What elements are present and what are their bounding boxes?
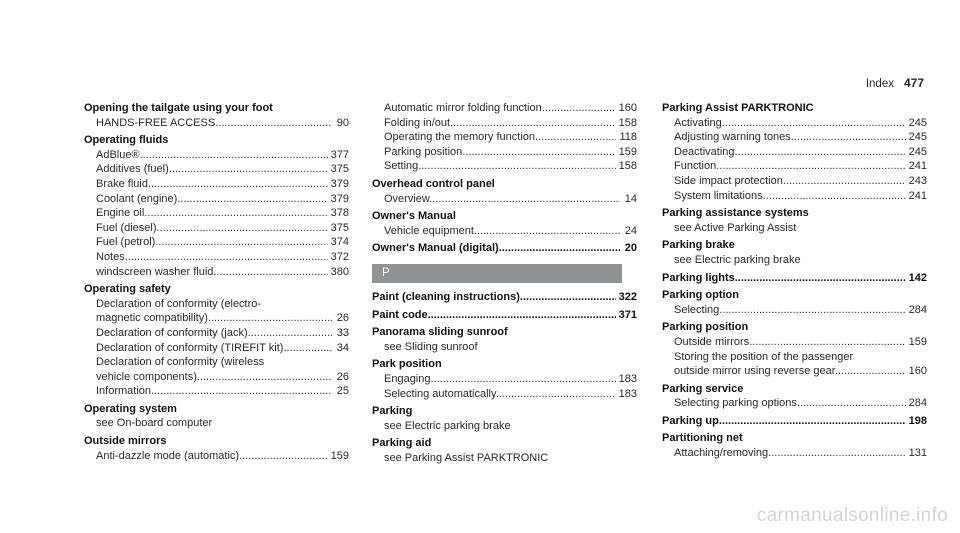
index-entry — [372, 209, 637, 238]
index-subentry — [662, 396, 927, 411]
index-term — [662, 206, 927, 221]
index-subentry — [662, 159, 927, 174]
index-term-label: Parking — [372, 405, 413, 418]
subentry-label: windscreen washer fluid ..... — [96, 265, 328, 280]
index-term — [84, 133, 349, 148]
index-subentry — [84, 341, 349, 356]
page-ref[interactable]: 245 — [908, 145, 927, 158]
index-term-label: Paint code ..... — [372, 308, 616, 323]
index-entry — [372, 290, 637, 305]
index-term — [662, 431, 927, 446]
page-ref[interactable]: 322 — [618, 290, 637, 303]
index-term — [372, 241, 637, 256]
page-ref[interactable]: 379 — [330, 192, 349, 205]
subentry-label: Additives (fuel) ..... — [96, 162, 328, 177]
page-ref[interactable]: 379 — [330, 177, 349, 190]
index-entry — [662, 238, 927, 267]
index-term — [662, 101, 927, 116]
index-entry — [662, 431, 927, 460]
index-column-2 — [372, 101, 637, 468]
index-term-label: Park position — [372, 358, 442, 371]
index-subentry — [372, 340, 637, 355]
index-term — [84, 282, 349, 297]
index-subentry — [84, 148, 349, 163]
page-ref[interactable]: 24 — [624, 224, 637, 237]
subentry-label: Declaration of conformity (electro- — [96, 297, 262, 310]
index-term-label: Paint (cleaning instructions) ..... — [372, 290, 616, 305]
index-term — [84, 101, 349, 116]
index-term — [662, 271, 927, 286]
index-subentry — [662, 145, 927, 160]
index-subentry — [84, 311, 349, 326]
index-subentry — [372, 387, 637, 402]
subentry-label: see On-board computer — [96, 417, 213, 430]
subentry-label: Attaching/removing ..... — [674, 446, 906, 461]
watermark: carmanualsonline.info — [756, 505, 948, 526]
index-subentry — [84, 235, 349, 250]
subentry-label: Vehicle equipment ..... — [384, 224, 620, 239]
index-subentry — [84, 370, 349, 385]
index-entry — [372, 241, 637, 256]
index-column-1 — [84, 101, 349, 466]
page-ref[interactable]: 375 — [330, 163, 349, 176]
page-ref[interactable]: 371 — [618, 308, 637, 321]
subentry-label: Selecting automatically ..... — [384, 387, 616, 402]
index-subentry — [662, 350, 927, 365]
page-header — [866, 76, 924, 90]
index-subentry — [662, 189, 927, 204]
subentry-label: Activating ..... — [674, 116, 906, 131]
subentry-label: Brake fluid ..... — [96, 177, 328, 192]
page-ref[interactable]: 245 — [908, 116, 927, 129]
index-entry — [662, 271, 927, 286]
index-term-label: Parking aid — [372, 437, 432, 450]
page-ref[interactable]: 131 — [908, 447, 927, 460]
subentry-label: Notes ..... — [96, 250, 328, 265]
index-subentry — [372, 130, 637, 145]
page-ref[interactable]: 14 — [624, 192, 637, 205]
index-entry — [662, 206, 927, 235]
index-term-label: Parking service — [662, 382, 744, 395]
page-ref[interactable]: 380 — [330, 265, 349, 278]
index-term-label: Parking option — [662, 289, 739, 302]
index-entry — [372, 357, 637, 401]
index-term-label: Operating fluids — [84, 134, 169, 147]
index-term — [662, 320, 927, 335]
index-subentry — [372, 145, 637, 160]
index-subentry — [662, 221, 927, 236]
index-subentry — [84, 177, 349, 192]
index-subentry — [372, 159, 637, 174]
page-ref[interactable]: 241 — [908, 189, 927, 202]
subentry-label: Selecting parking options ..... — [674, 396, 906, 411]
subentry-label: HANDS-FREE ACCESS ..... — [96, 116, 332, 131]
subentry-label: Declaration of conformity (wireless — [96, 356, 265, 369]
index-entry — [372, 177, 637, 206]
subentry-label: Parking position ..... — [384, 145, 616, 160]
index-subentry — [84, 297, 349, 312]
index-entry — [372, 325, 637, 354]
index-subentry — [84, 449, 349, 464]
page-ref[interactable]: 245 — [908, 131, 927, 144]
page-ref[interactable]: 375 — [330, 221, 349, 234]
index-subentry — [662, 335, 927, 350]
index-term — [372, 308, 637, 323]
subentry-label: AdBlue® ..... — [96, 148, 328, 163]
index-subentry — [372, 419, 637, 434]
subentry-label: System limitations ..... — [674, 189, 906, 204]
index-entry — [84, 133, 349, 279]
index-term — [662, 238, 927, 253]
page-ref[interactable]: 241 — [908, 160, 927, 173]
page-ref[interactable]: 378 — [330, 207, 349, 220]
index-term-label: Partitioning net — [662, 432, 743, 445]
index-term-label: Parking up ..... — [662, 414, 906, 429]
subentry-label: see Active Parking Assist — [674, 221, 797, 234]
page-ref[interactable]: 183 — [618, 387, 637, 400]
page-ref[interactable]: 284 — [908, 303, 927, 316]
section-header: P — [372, 264, 622, 283]
subentry-label: Declaration of conformity (TIREFIT kit) ..... — [96, 341, 332, 356]
index-subentry — [662, 174, 927, 189]
subentry-label: Coolant (engine) ..... — [96, 192, 328, 207]
page-ref[interactable]: 26 — [336, 312, 349, 325]
subentry-label: Folding in/out ..... — [384, 116, 616, 131]
index-entry — [84, 101, 349, 130]
page-ref[interactable]: 374 — [330, 236, 349, 249]
page-ref[interactable]: 158 — [618, 116, 637, 129]
index-subentry — [84, 192, 349, 207]
index-term — [372, 290, 637, 305]
page-ref[interactable]: 158 — [618, 160, 637, 173]
index-subentry — [84, 416, 349, 431]
subentry-label: Outside mirrors ..... — [674, 335, 906, 350]
subentry-label: Side impact protection ..... — [674, 174, 906, 189]
subentry-label: magnetic compatibility) ..... — [96, 311, 332, 326]
index-term-label: Parking lights ..... — [662, 271, 906, 286]
subentry-label: see Electric parking brake — [674, 253, 801, 266]
subentry-label: Storing the position of the passenger — [674, 350, 854, 363]
index-term-label: Outside mirrors — [84, 435, 167, 448]
index-term — [372, 325, 637, 340]
subentry-label: Engine oil ..... — [96, 206, 328, 221]
index-entry — [372, 308, 637, 323]
index-term-label: Owner's Manual — [372, 210, 456, 223]
index-subentry — [372, 372, 637, 387]
page-ref[interactable]: 284 — [908, 397, 927, 410]
index-subentry — [662, 253, 927, 268]
index-subentry — [662, 364, 927, 379]
index-entry — [662, 320, 927, 378]
index-subentry — [84, 250, 349, 265]
index-term — [662, 382, 927, 397]
index-subentry — [84, 265, 349, 280]
index-entry — [372, 404, 637, 433]
subentry-label: see Parking Assist PARKTRONIC — [384, 451, 549, 464]
page-ref[interactable]: 159 — [618, 145, 637, 158]
index-entry — [84, 434, 349, 463]
index-entry — [84, 402, 349, 431]
index-subentry — [84, 221, 349, 236]
subentry-label: Function ..... — [674, 159, 906, 174]
subentry-label: Selecting ..... — [674, 303, 906, 318]
index-term — [372, 209, 637, 224]
subentry-label: Adjusting warning tones ..... — [674, 130, 906, 145]
index-term-label: Parking position — [662, 321, 749, 334]
subentry-label: see Sliding sunroof — [384, 340, 478, 353]
header-title: Index — [865, 78, 894, 90]
index-subentry — [662, 303, 927, 318]
subentry-label: see Electric parking brake — [384, 419, 511, 432]
subentry-label: Deactivating ..... — [674, 145, 906, 160]
page-ref[interactable]: 26 — [336, 370, 349, 383]
index-subentry — [84, 355, 349, 370]
subentry-label: Engaging ..... — [384, 372, 616, 387]
index-term-label: Operating system — [84, 402, 177, 415]
index-subentry — [372, 224, 637, 239]
page-ref[interactable]: 20 — [624, 242, 637, 255]
subentry-label: Operating the memory function ..... — [384, 130, 616, 145]
index-subentry — [372, 451, 637, 466]
index-entry — [372, 101, 637, 174]
subentry-label: vehicle components) ..... — [96, 370, 332, 385]
index-term — [372, 177, 637, 192]
index-subentry — [84, 162, 349, 177]
index-entry — [84, 282, 349, 399]
index-term-label: Overhead control panel — [372, 177, 495, 190]
index-term-label: Opening the tailgate using your foot — [84, 102, 273, 114]
page-ref[interactable]: 160 — [618, 102, 637, 114]
index-entry — [372, 436, 637, 465]
index-entry — [662, 288, 927, 317]
subentry-label: Overview ..... — [384, 192, 620, 207]
page-number: 477 — [903, 76, 924, 90]
index-entry — [662, 414, 927, 429]
index-term-label: Operating safety — [84, 283, 171, 296]
page-ref[interactable]: 377 — [330, 148, 349, 161]
index-term — [372, 404, 637, 419]
index-term — [372, 436, 637, 451]
index-term-label: Parking Assist PARKTRONIC — [662, 102, 814, 114]
index-entry — [662, 382, 927, 411]
page-ref[interactable]: 34 — [336, 341, 349, 354]
subentry-label: Anti-dazzle mode (automatic) ..... — [96, 449, 328, 464]
index-subentry — [84, 326, 349, 341]
index-subentry — [662, 116, 927, 131]
index-term-label: Parking assistance systems — [662, 207, 809, 220]
index-term — [84, 402, 349, 417]
index-term-label: Panorama sliding sunroof — [372, 326, 508, 339]
page-ref[interactable]: 160 — [908, 365, 927, 378]
subentry-label: outside mirror using reverse gear ..... — [674, 364, 906, 379]
subentry-label: Information ..... — [96, 384, 332, 399]
page-ref[interactable]: 33 — [336, 326, 349, 339]
index-subentry — [84, 116, 349, 131]
subentry-label: Fuel (petrol) ..... — [96, 235, 328, 250]
index-term — [662, 288, 927, 303]
subentry-label: Automatic mirror folding function ..... — [384, 101, 616, 116]
index-column-3 — [662, 101, 927, 464]
subentry-label: Fuel (diesel) ..... — [96, 221, 328, 236]
page-ref[interactable]: 90 — [336, 116, 349, 129]
index-subentry — [372, 116, 637, 131]
index-subentry — [662, 130, 927, 145]
index-term-label: Owner's Manual (digital) ..... — [372, 241, 620, 256]
index-term-label: Parking brake — [662, 239, 735, 252]
index-subentry — [372, 192, 637, 207]
page-ref[interactable]: 159 — [908, 335, 927, 348]
index-subentry — [372, 101, 637, 116]
subentry-label: Setting ..... — [384, 159, 616, 174]
index-term — [372, 357, 637, 372]
page-ref[interactable]: 183 — [618, 372, 637, 385]
page-ref[interactable]: 118 — [619, 131, 637, 144]
page-ref[interactable]: 198 — [908, 414, 927, 427]
index-term — [84, 434, 349, 449]
page-ref[interactable]: 25 — [336, 385, 349, 398]
index-entry — [662, 101, 927, 203]
page-ref[interactable]: 142 — [908, 271, 927, 284]
page-ref[interactable]: 372 — [330, 250, 349, 263]
index-subentry — [84, 206, 349, 221]
page-ref[interactable]: 159 — [330, 449, 349, 462]
page-ref[interactable]: 243 — [908, 174, 927, 187]
subentry-label: Declaration of conformity (jack) ..... — [96, 326, 332, 341]
index-subentry — [84, 384, 349, 399]
index-term — [662, 414, 927, 429]
index-subentry — [662, 446, 927, 461]
